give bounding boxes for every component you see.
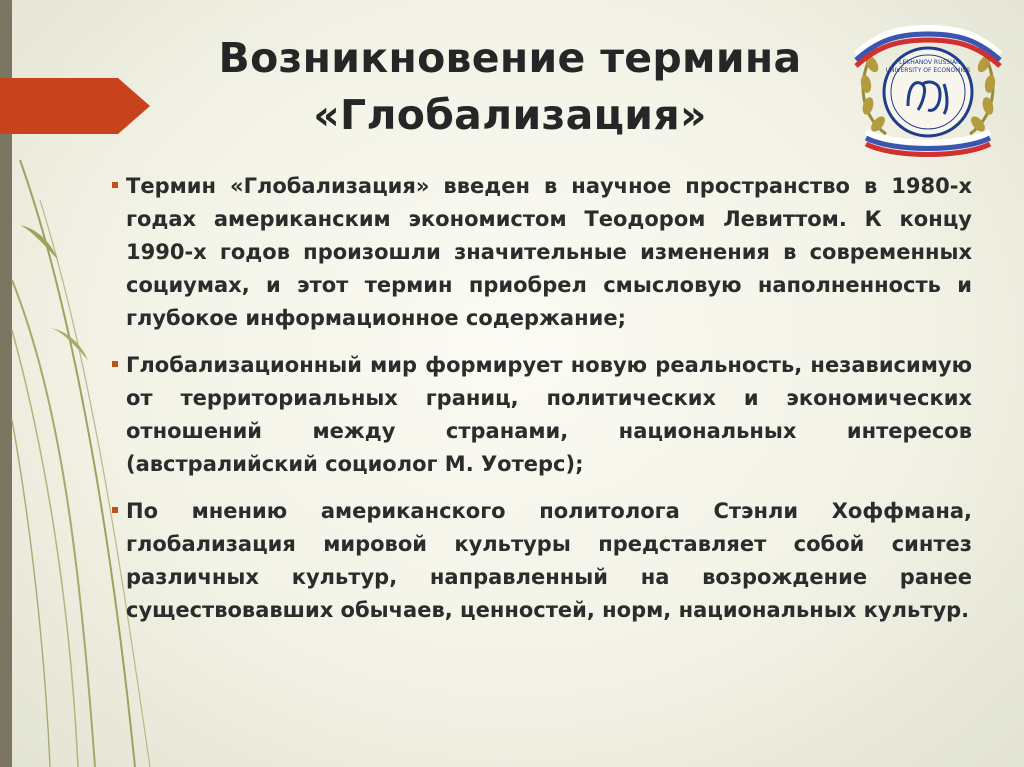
slide-title: Возникновение термина «Глобализация» — [218, 34, 802, 139]
bullet-text: Глобализационный мир формирует новую реальность, независимую от территориальных границ, политических и экономических отношений между странами, национальных интересов (австралийский социолог М. Уотерс); — [126, 353, 972, 476]
university-logo-icon — [848, 14, 1008, 164]
list-item — [112, 170, 972, 335]
bullet-list — [112, 170, 972, 627]
square-bullet-icon — [112, 507, 126, 515]
square-bullet-icon — [112, 182, 126, 190]
title-arrow-tab — [0, 78, 150, 134]
bullet-text: По мнению американского политолога Стэнли Хоффмана, глобализация мировой культуры представляет собой синтез различных культур, направленный на возрождение ранее существовавших обычаев, ценностей, норм, национальных культур. — [126, 499, 972, 622]
svg-text:UNIVERSITY OF ECONOMICS: UNIVERSITY OF ECONOMICS — [885, 67, 971, 74]
list-item — [112, 349, 972, 481]
bullet-text: Термин «Глобализация» введен в научное пространство в 1980-х годах американским экономистом Теодором Левиттом. К концу 1990-х годов произошли значительные изменения в современных социумах, и этот термин приобрел смысловую наполненность и глубокое информационное содержание; — [126, 174, 972, 330]
square-bullet-icon — [112, 361, 126, 369]
svg-text:PLEKHANOV RUSSIAN: PLEKHANOV RUSSIAN — [895, 59, 961, 66]
university-emblem — [848, 14, 1008, 164]
list-item — [112, 495, 972, 627]
